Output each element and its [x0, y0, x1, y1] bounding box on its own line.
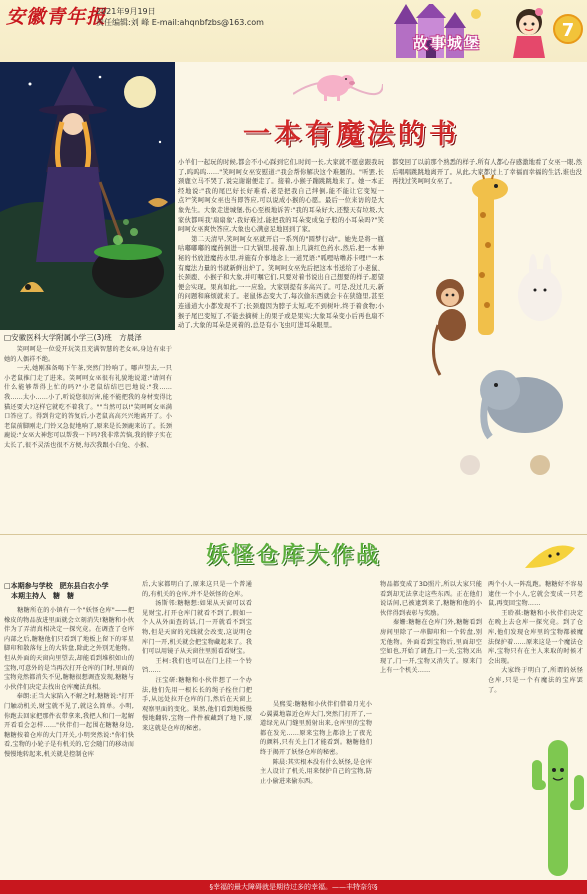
host-name: 本期主持人 糖 糖: [4, 592, 74, 600]
page-number-badge: 7: [553, 14, 583, 44]
banana-character-icon: [520, 538, 580, 578]
footer-quote: §幸福的最大障碍就是期待过多的幸福。——丰特奈尔§: [209, 883, 378, 891]
story1-headline: 一本有魔法的书: [243, 119, 460, 150]
story2-headline: 妖怪仓库大作战: [206, 543, 382, 568]
section-title: 故事城堡: [413, 34, 482, 52]
story2-column-5: 两个小人一阵乱跑。糖糖好不容易逮住一个小人,它就会变成一只老鼠,再变回宝物…… 王聆祺:糖糖和小伙伴们决定在晚上去仓库一探究竟。到了仓库,他们发现仓库里的宝物都被魔法保护着……原来这是一个魔法仓库,宝物只有在主人来取的时候才会出现。 大家终于明白了,所谓的妖怪仓库,只是一个有魔法的宝库罢了。: [488, 581, 583, 694]
pig-illustration: [293, 64, 383, 104]
issue-date: 2021年9月19日: [96, 7, 156, 16]
story1-column-1: 笑呵呵是一位爱开玩笑且充满智慧的老女巫,身边有束于她的人偶祥不绝。 一天,她刚准备喝下午茶,突然门铃响了。哪声望去,一只小老鼠推门走了进来。笑呵呵女巫很有礼貌地说道:"请问有什么能够帮得上忙的吗?"小老鼠结结巴巴地说:"我……我……太小……小了,听说您很厉害,能不能把我的身材变得比猫还要大?这样它就吃不着我了。""当然可以!"笑呵呵女巫满口答应了。得到肯定的答复后,小老鼠高高兴兴地离开了。小老鼠前脚刚走,门铃又急促地响了,原来是长颈鹿来访了。长颈鹿说:"女巫大神您可以帮我一下吗?我非常苦恼,我的脖子实在太长了,很不灵活也很不方便,每次我跟小白兔、小猴、: [4, 346, 172, 449]
girl-illustration-icon: [505, 4, 553, 58]
paper-name: 安徽青年报: [6, 6, 107, 28]
story1-column-2: 小羊们一起玩的时候,都会不小心踩到它们,时间一长,大家就不愿意跟我玩了,呜呜呜……"笑呵呵女巫安慰道:"我会帮你解决这个难题的。"听罢,长颈鹿立马不哭了,说完谢谢便走了。接着,小猴子蹦跳跳地来了。她一本正经地说:"我的尾巴好长好难看,老是把我自己绊倒,能不能让它变短一点?"笑呵呵女巫也当即答应,可以说成小猴的心愿。最后一位来访的是大象先生。大象走进城堡,伤心至极地诉苦:"我的耳朵好大,还整天有垃圾,大家伙都叫我'扇扇象',我好难过,能把我的耳朵变成兔子般的小耳朵吗?"笑呵呵女巫爽快答应,大象也心满意足地回到了家。 第二天清早,笑呵呵女巫就开启一系列的"圆梦行动"。她先是将一瓶咕嘟嘟嘟的魔药倒进一口大锅里,接着,加上几滴红色药水,然后,把一本神秘的书放进魔药水里,并施有介事地念上一道咒语:"呱哩咕噜苏卡哩!"一本有魔法力量的书就新鲜出炉了。笑呵呵女巫先后把这本书送给了小老鼠、长颈鹿、小猴子和大象,并叮嘱它们,只要对着书说出自己想要的样子,愿望便会实现。果真如此,一一应验。大家别提有多高兴了。可是,没过几天,新的问题和麻烦就来了。老鼠体态变大了,每次偷东西就会卡在狭缝里,甚至连通道大小都发现不了;长颈鹿因为脖子太短,吃不到树叶,终于着食物;小猴子尾巴变短了,不能去摘树上的果子或是果实;大象耳朵变小后再也扇不动了,大象的耳朵是灵着的,总是有小飞虫叮进耳朵眼里。: [178, 159, 384, 330]
animals-illustration: [430, 175, 580, 495]
story2-column-4: 物品都变成了3D照片,所以大家只能看到却无法拿走这些东西。正在他们说话间,已被逮到来了,糖糖和他的小伙伴得到表彰与奖励。 秦姗:糖糖在仓库门外,糖糖看到房间里除了一串脚印和一个转盘,别无他物。外面看到宝物后,里面却空空如也,开始了调查,门一关,宝物又出现了,门一开,宝物又消失了。原来门上有一个机关……: [380, 581, 482, 675]
witch-illustration: [0, 62, 175, 330]
illustration-caption: □安徽医科大学附属小学三(3)班 方晨泽: [4, 333, 142, 342]
section-divider: [0, 534, 587, 535]
masthead: [0, 0, 587, 62]
story2-column-1: 糖糖所在的小镇有一个"妖怪仓库"——把橡皮的物品放进里面就会立刻消失!糖糖和小伙伴为了弄清真相决定一探究竟。在调查了仓库内部之后,糖糖他们只看到了地板上留下的零星脚印和散落每上的大转盘,除此之外别无他物。但从外面的天窗向里望去,却能看到堆积如山的宝物,可意外的是当再次打开仓库的门时,里面的宝物竟然都消失不见,糖糖很想调查发现,糖糖与小伙伴们决定去找出仓库魔法真相。 奉朗:正当大家陷入不解之时,糖糖说:"打开门触动机关,财宝就不见了,就这么简单。小明,你跑去回家把那件衣带拿来,我把人和门一起解开看看会怎样……"伙伴们一起围在糖糖身边,糖糖按着仓库的大门开关,小明突然说:"你们快看,宝物的小轮子是有机关的,它会随门的移动而慢慢地转起来,机关就是控制仓库: [4, 607, 134, 758]
editor-line: 责任编辑:刘 峰 E-mail:ahqnbfzbs@163.com: [96, 18, 264, 27]
story2-column-2: 后,大家都明白了,原来这只是一个普通的,有机关的仓库,并不是妖怪的仓库。 汤斯邻:糖糖想:如果从天窗可以看见财宝,打开仓库门就看不到了,假如一个人从外面查的话,门一开就看不到宝物,但是天窗的光线就会改变,这说明仓库门一开,机关就会把宝物藏起来了。我们可以用镜子从天窗往里照看看财宝。 王柯:我们也可以在门上挂一个铃铛…… 汪宝研:糖糖和小伙伴想了一个办法,他们先用一根长长的绳子拴住门把手,从远处拉开仓库的门,然后在天窗上观察里面的变化。果然,他们看到地板慢慢地翻转,宝物一件件被藏到了地下,原来这就是仓库的秘密。: [142, 581, 252, 732]
participating-school: □本期参与学校 肥东县白衣小学: [4, 582, 109, 590]
story2-byline: [4, 581, 109, 601]
issue-info: [96, 6, 264, 28]
story1-column-3: 都变回了以前那个熟悉的样子,所有人都心存感激地看了女巫一眼,然后唱唱跳跳地离开了。从此,大家都过上了幸福而幸福的生活,谁也没再找过笑呵呵女巫了。: [392, 159, 582, 186]
story2-column-3: 吴熙雯:糖糖和小伙伴们借着月光小心翼翼地靠近仓库大门,突然门打开了,一道绿光从门缝里照射出来,仓库里的宝物都在发光……原来宝物上都涂上了夜光的颜料,只有关上门才能看到。糖糖他们终于揭开了妖怪仓库的秘密。 陈晨:其实根本没有什么妖怪,是仓库主人设计了机关,用来保护自己的宝物,防止小偷进来偷东西。: [260, 701, 372, 785]
cactus-character-icon: [532, 730, 584, 876]
